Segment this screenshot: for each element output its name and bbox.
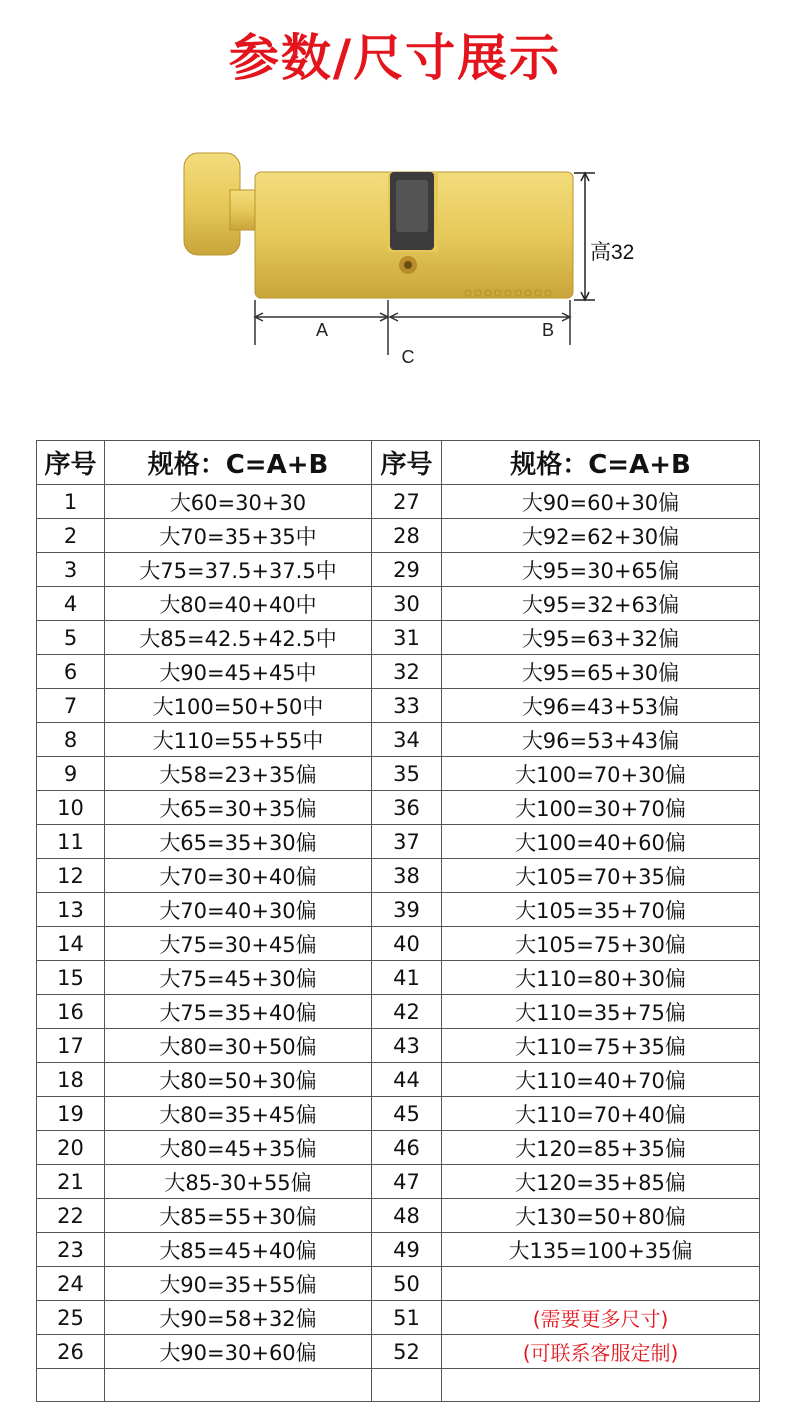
row-spec-left: 大70=30+40偏 — [105, 859, 372, 893]
table-row — [37, 723, 760, 757]
row-index-right: 35 — [372, 757, 442, 791]
header-spec-right: 规格：C=A+B — [442, 441, 760, 485]
row-index-right: 47 — [372, 1165, 442, 1199]
header-index-left: 序号 — [37, 441, 105, 485]
table-row — [37, 1301, 760, 1335]
row-index-left: 3 — [37, 553, 105, 587]
row-spec-left: 大110=55+55中 — [105, 723, 372, 757]
row-spec-right: 大105=70+35偏 — [442, 859, 760, 893]
table-row — [37, 1267, 760, 1301]
header-index-right: 序号 — [372, 441, 442, 485]
row-spec-left: 大58=23+35偏 — [105, 757, 372, 791]
dimension-a-label: A — [315, 320, 329, 340]
row-index-right: 28 — [372, 519, 442, 553]
table-row — [37, 655, 760, 689]
spec-table — [36, 440, 760, 1402]
row-index-left: 1 — [37, 485, 105, 519]
row-spec-left: 大85=55+30偏 — [105, 1199, 372, 1233]
row-spec-left: 大65=35+30偏 — [105, 825, 372, 859]
row-spec-left: 大90=58+32偏 — [105, 1301, 372, 1335]
table-row — [37, 485, 760, 519]
row-spec-right: 大95=65+30偏 — [442, 655, 760, 689]
table-row — [37, 825, 760, 859]
row-index-right: 42 — [372, 995, 442, 1029]
row-index-right: 37 — [372, 825, 442, 859]
row-index-left: 17 — [37, 1029, 105, 1063]
row-spec-left: 大80=50+30偏 — [105, 1063, 372, 1097]
row-spec-right: 大110=80+30偏 — [442, 961, 760, 995]
row-index-left: 13 — [37, 893, 105, 927]
row-index-left: 19 — [37, 1097, 105, 1131]
row-spec-left: 大90=30+60偏 — [105, 1335, 372, 1369]
row-index-right: 34 — [372, 723, 442, 757]
thumb-turn-knob — [184, 153, 258, 255]
row-index-right: 51 — [372, 1301, 442, 1335]
row-spec-right: 大90=60+30偏 — [442, 485, 760, 519]
row-spec-right: 大120=85+35偏 — [442, 1131, 760, 1165]
table-row — [37, 859, 760, 893]
row-spec-left: 大80=40+40中 — [105, 587, 372, 621]
row-spec-right: 大95=32+63偏 — [442, 587, 760, 621]
row-index-right: 45 — [372, 1097, 442, 1131]
row-index-left: 7 — [37, 689, 105, 723]
row-index-left: 23 — [37, 1233, 105, 1267]
row-spec-left: 大75=30+45偏 — [105, 927, 372, 961]
table-header-row — [37, 441, 760, 485]
row-spec-right: 大96=43+53偏 — [442, 689, 760, 723]
row-spec-right: 大110=35+75偏 — [442, 995, 760, 1029]
row-spec-left: 大60=30+30 — [105, 485, 372, 519]
row-index-left: 18 — [37, 1063, 105, 1097]
row-index-left: 4 — [37, 587, 105, 621]
row-spec-left: 大75=45+30偏 — [105, 961, 372, 995]
row-spec-right: 大120=35+85偏 — [442, 1165, 760, 1199]
table-row — [37, 1131, 760, 1165]
row-spec-right: 大92=62+30偏 — [442, 519, 760, 553]
row-index-right: 40 — [372, 927, 442, 961]
row-index-right: 31 — [372, 621, 442, 655]
row-index-left: 15 — [37, 961, 105, 995]
dimension-c-label: C — [401, 347, 415, 367]
table-row — [37, 1029, 760, 1063]
row-index-right: 38 — [372, 859, 442, 893]
row-index-left: 2 — [37, 519, 105, 553]
row-spec-right: 大95=30+65偏 — [442, 553, 760, 587]
row-index-left: 9 — [37, 757, 105, 791]
table-row — [37, 587, 760, 621]
row-spec-right: (需要更多尺寸) — [442, 1301, 760, 1335]
row-index-left: 21 — [37, 1165, 105, 1199]
table-row — [37, 893, 760, 927]
row-spec-right: 大110=70+40偏 — [442, 1097, 760, 1131]
row-spec-right — [442, 1267, 760, 1301]
row-spec-left: 大90=45+45中 — [105, 655, 372, 689]
table-row — [37, 1233, 760, 1267]
row-index-right: 49 — [372, 1233, 442, 1267]
row-index-right: 27 — [372, 485, 442, 519]
row-spec-right: 大130=50+80偏 — [442, 1199, 760, 1233]
row-spec-right: 大100=40+60偏 — [442, 825, 760, 859]
row-index-left: 11 — [37, 825, 105, 859]
table-row — [37, 961, 760, 995]
row-spec-left: 大80=35+45偏 — [105, 1097, 372, 1131]
row-spec-left: 大65=30+35偏 — [105, 791, 372, 825]
table-row — [37, 519, 760, 553]
header-spec-left: 规格：C=A+B — [105, 441, 372, 485]
row-index-left: 25 — [37, 1301, 105, 1335]
row-spec-right: (可联系客服定制) — [442, 1335, 760, 1369]
height-dimension — [574, 173, 595, 300]
row-index-left: 24 — [37, 1267, 105, 1301]
row-index-left: 10 — [37, 791, 105, 825]
row-index-right: 36 — [372, 791, 442, 825]
row-spec-right: 大105=35+70偏 — [442, 893, 760, 927]
row-index-right: 44 — [372, 1063, 442, 1097]
blank-cell — [442, 1369, 760, 1402]
lock-cylinder-diagram — [150, 135, 670, 385]
row-index-right: 43 — [372, 1029, 442, 1063]
row-spec-left: 大80=45+35偏 — [105, 1131, 372, 1165]
page-title: 参数/尺寸展示 — [228, 29, 562, 87]
table-row — [37, 757, 760, 791]
row-index-right: 46 — [372, 1131, 442, 1165]
table-row-blank — [37, 1369, 760, 1402]
table-row — [37, 927, 760, 961]
row-index-left: 20 — [37, 1131, 105, 1165]
row-spec-right: 大100=30+70偏 — [442, 791, 760, 825]
table-row — [37, 1165, 760, 1199]
row-index-left: 26 — [37, 1335, 105, 1369]
blank-cell — [105, 1369, 372, 1402]
table-row — [37, 995, 760, 1029]
row-index-right: 29 — [372, 553, 442, 587]
row-spec-right: 大95=63+32偏 — [442, 621, 760, 655]
cylinder-body — [255, 172, 573, 298]
row-index-right: 41 — [372, 961, 442, 995]
row-index-right: 39 — [372, 893, 442, 927]
row-spec-right: 大110=40+70偏 — [442, 1063, 760, 1097]
row-index-left: 14 — [37, 927, 105, 961]
table-row — [37, 1335, 760, 1369]
table-row — [37, 621, 760, 655]
row-index-left: 22 — [37, 1199, 105, 1233]
height-label: 高32 — [590, 241, 635, 264]
row-spec-right: 大105=75+30偏 — [442, 927, 760, 961]
table-row — [37, 553, 760, 587]
blank-cell — [37, 1369, 105, 1402]
row-index-left: 8 — [37, 723, 105, 757]
row-spec-right: 大135=100+35偏 — [442, 1233, 760, 1267]
row-index-left: 12 — [37, 859, 105, 893]
row-spec-left: 大85-30+55偏 — [105, 1165, 372, 1199]
row-spec-left: 大100=50+50中 — [105, 689, 372, 723]
row-spec-left: 大90=35+55偏 — [105, 1267, 372, 1301]
row-index-left: 6 — [37, 655, 105, 689]
row-index-left: 5 — [37, 621, 105, 655]
blank-cell — [372, 1369, 442, 1402]
row-index-left: 16 — [37, 995, 105, 1029]
row-spec-right: 大100=70+30偏 — [442, 757, 760, 791]
row-index-right: 32 — [372, 655, 442, 689]
table-row — [37, 1063, 760, 1097]
row-spec-left: 大70=35+35中 — [105, 519, 372, 553]
row-spec-left: 大75=37.5+37.5中 — [105, 553, 372, 587]
table-row — [37, 791, 760, 825]
row-spec-left: 大70=40+30偏 — [105, 893, 372, 927]
dimension-b-label: B — [541, 320, 555, 340]
table-row — [37, 1097, 760, 1131]
row-spec-left: 大75=35+40偏 — [105, 995, 372, 1029]
row-spec-left: 大80=30+50偏 — [105, 1029, 372, 1063]
table-row — [37, 1199, 760, 1233]
row-spec-left: 大85=45+40偏 — [105, 1233, 372, 1267]
row-index-right: 30 — [372, 587, 442, 621]
row-index-right: 52 — [372, 1335, 442, 1369]
row-spec-right: 大110=75+35偏 — [442, 1029, 760, 1063]
row-spec-right: 大96=53+43偏 — [442, 723, 760, 757]
spec-table-body — [37, 485, 760, 1402]
row-index-right: 48 — [372, 1199, 442, 1233]
row-index-right: 50 — [372, 1267, 442, 1301]
table-row — [37, 689, 760, 723]
row-spec-left: 大85=42.5+42.5中 — [105, 621, 372, 655]
row-index-right: 33 — [372, 689, 442, 723]
